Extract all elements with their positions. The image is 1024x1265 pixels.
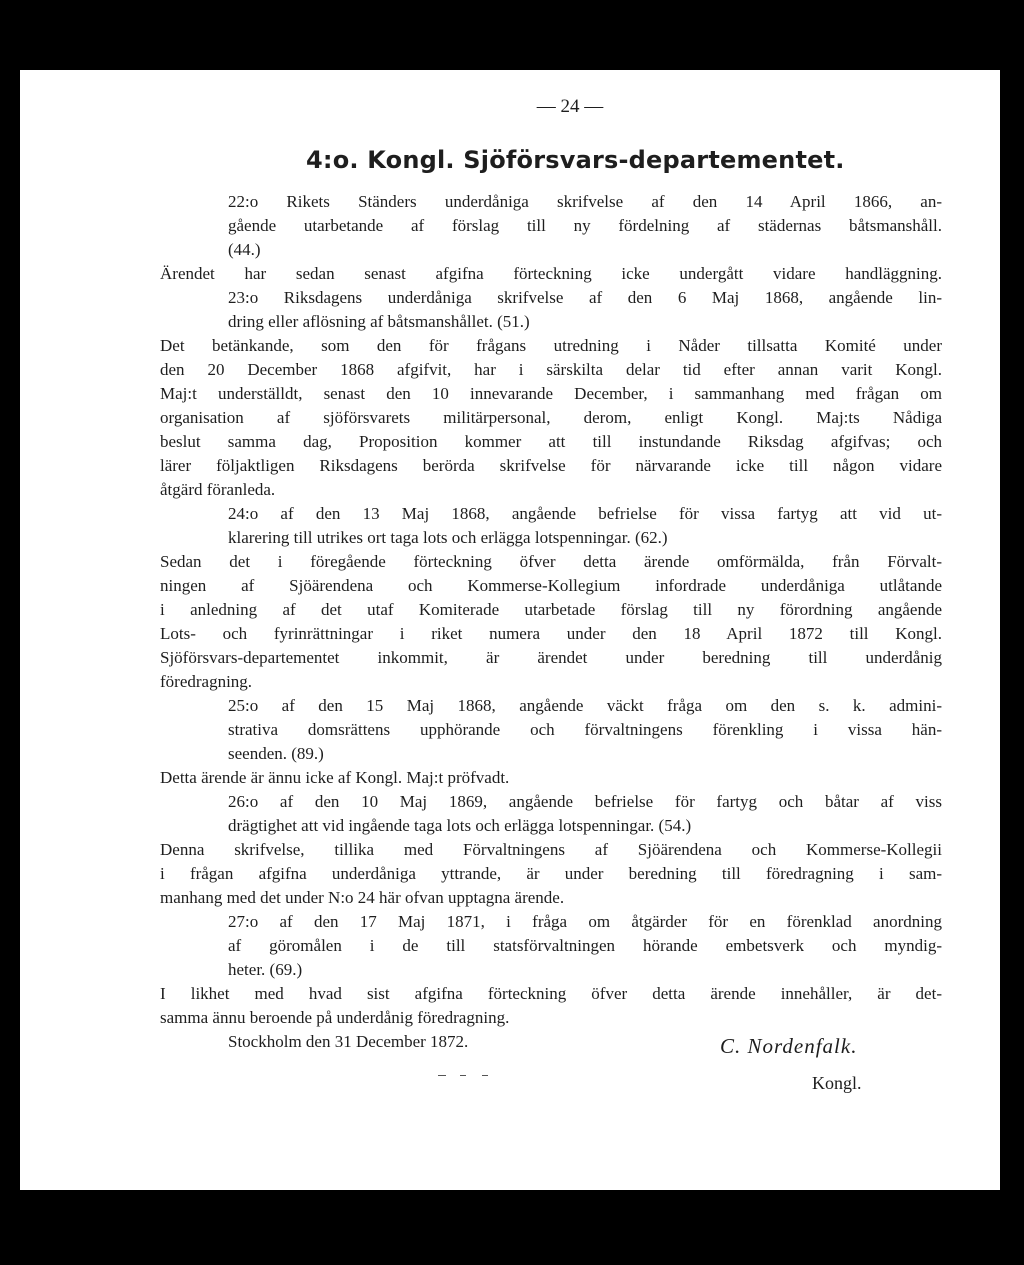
text-line: (44.): [228, 240, 261, 259]
text-line: 25:o af den 15 Maj 1868, angående väckt fråga om den s. k. admini-: [228, 696, 942, 715]
text-line: den 20 December 1868 afgifvit, har i särskilta delar tid efter annan varit Kongl.: [160, 360, 942, 379]
text-line: 22:o Rikets Ständers underdåniga skrifvelse af den 14 April 1866, an-: [228, 192, 942, 211]
text-line: Ärendet har sedan senast afgifna förteckning icke undergått vidare handläggning.: [160, 264, 942, 283]
section-heading: 4:o. Kongl. Sjöförsvars-departementet.: [306, 146, 845, 174]
text-line: Detta ärende är ännu icke af Kongl. Maj:t pröfvadt.: [160, 768, 510, 787]
text-line: 27:o af den 17 Maj 1871, i fråga om åtgärder för en förenklad anordning: [228, 912, 942, 931]
text-line: I likhet med hvad sist afgifna förteckning öfver detta ärende innehåller, är det-: [160, 984, 942, 1003]
text-line: organisation af sjöförsvarets militärpersonal, derom, enligt Kongl. Maj:ts Nådiga: [160, 408, 942, 427]
catchword: Kongl.: [812, 1073, 862, 1093]
text-line: 24:o af den 13 Maj 1868, angående befrielse för vissa fartyg att vid ut-: [228, 504, 942, 523]
text-line: ningen af Sjöärendena och Kommerse-Kollegium infordrade underdåniga utlåtande: [160, 576, 942, 595]
divider: [438, 1075, 446, 1076]
text-line: Det betänkande, som den för frågans utredning i Nåder tillsatta Komité under: [160, 336, 942, 355]
text-line: åtgärd föranleda.: [160, 480, 276, 499]
text-line: manhang med det under N:o 24 här ofvan upptagna ärende.: [160, 888, 565, 907]
divider: [460, 1075, 466, 1076]
text-line: föredragning.: [160, 672, 253, 691]
text-line: Stockholm den 31 December 1872.: [228, 1032, 469, 1051]
page-number: — 24 —: [536, 96, 604, 117]
text-line: i anledning af det utaf Komiterade utarbetade förslag till ny förordning angående: [160, 600, 942, 619]
text-line: dring eller aflösning af båtsmanshållet. (51.): [228, 312, 530, 331]
text-line: Maj:t underställdt, senast den 10 innevarande December, i sammanhang med frågan om: [160, 384, 942, 403]
text-line: seenden. (89.): [228, 744, 324, 763]
divider: [482, 1075, 488, 1076]
text-line: Denna skrifvelse, tillika med Förvaltningens af Sjöärendena och Kommerse-Kollegii: [160, 840, 942, 859]
text-line: klarering till utrikes ort taga lots och erlägga lotspenningar. (62.): [228, 528, 668, 547]
text-line: 26:o af den 10 Maj 1869, angående befrielse för fartyg och båtar af viss: [228, 792, 942, 811]
text-line: heter. (69.): [228, 960, 303, 979]
text-line: Sjöförsvars-departementet inkommit, är ärendet under beredning till underdånig: [160, 648, 942, 667]
text-line: beslut samma dag, Proposition kommer att till instundande Riksdag afgifvas; och: [160, 432, 942, 451]
text-line: Lots- och fyrinrättningar i riket numera under den 18 April 1872 till Kongl.: [160, 624, 942, 643]
signature: C. Nordenfalk.: [720, 1034, 858, 1058]
text-line: gående utarbetande af förslag till ny fördelning af städernas båtsmanshåll.: [228, 216, 942, 235]
text-line: strativa domsrättens upphörande och förvaltningens förenkling i vissa hän-: [228, 720, 942, 739]
text-line: 23:o Riksdagens underdåniga skrifvelse af den 6 Maj 1868, angående lin-: [228, 288, 942, 307]
text-line: drägtighet att vid ingående taga lots och erlägga lotspenningar. (54.): [228, 816, 692, 835]
text-line: af göromålen i de till statsförvaltningen hörande embetsverk och myndig-: [228, 936, 942, 955]
text-line: Sedan det i föregående förteckning öfver detta ärende omförmälda, från Förvalt-: [160, 552, 942, 571]
text-line: samma ännu beroende på underdånig föredragning.: [160, 1008, 510, 1027]
text-line: i frågan afgifna underdåniga yttrande, är under beredning till föredragning i sam-: [160, 864, 942, 883]
document-page: [20, 70, 1000, 1190]
text-line: lärer följaktligen Riksdagens berörda skrifvelse för närvarande icke till någon vidare: [160, 456, 942, 475]
